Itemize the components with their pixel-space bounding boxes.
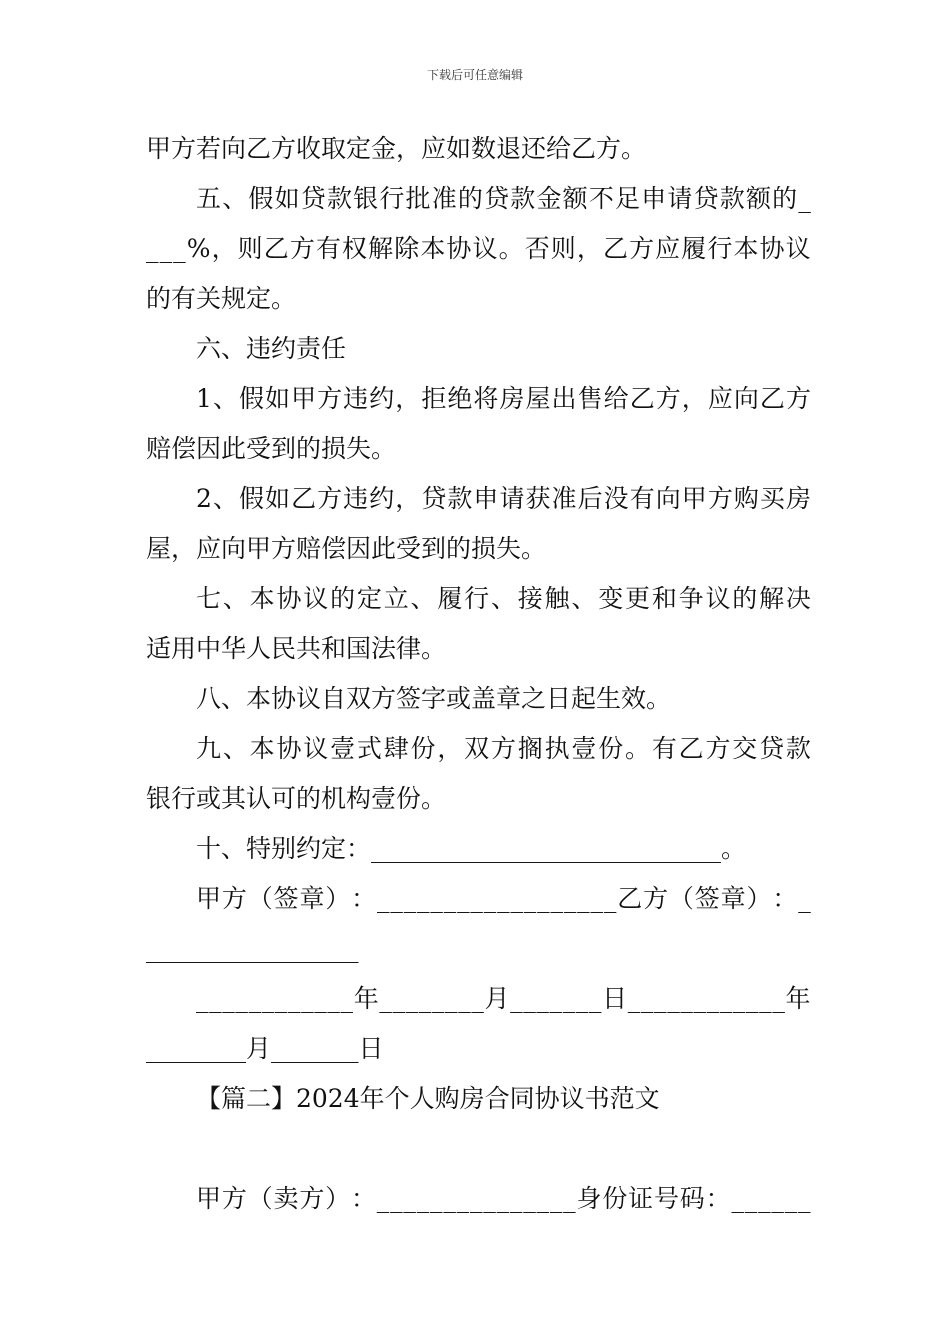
text-line: 七 、 本 协 议 的 定 立 、 履 行 、 接 触 、 变 更 和 争 议 的 解 决 xyxy=(196,584,811,613)
text-line: 五 、 假 如 贷 款 银 行 批 准 的 贷 款 金 额 不 足 申 请 贷 款 额 的 _ xyxy=(196,184,811,213)
text-line: 适用中华人民共和国法律。 xyxy=(146,634,447,663)
section-heading: 六、违约责任 xyxy=(196,334,347,363)
section-title: 【篇二】2024年个人购房合同协议书范文 xyxy=(196,1084,660,1113)
text-line: 屋，应向甲方赔偿因此受到的损失。 xyxy=(146,534,547,563)
text-line: 的有关规定。 xyxy=(146,284,297,313)
text-line: 银行或其认可的机构壹份。 xyxy=(146,784,447,813)
text-line: 1 、 假 如 甲 方 违 约 ， 拒 绝 将 房 屋 出 售 给 乙 方 ， 应 向 乙 方 xyxy=(196,384,811,413)
signature-line: 甲 方 （ 签 章 ） ： _ _ _ _ _ _ _ _ _ _ _ _ _ _ _ _ _ _ 乙 方 （ 签 章 ） ： _ xyxy=(196,884,811,913)
text-line: 甲方若向乙方收取定金，应如数退还给乙方。 xyxy=(146,134,647,163)
text-line: 九 、 本 协 议 壹 式 肆 份 ， 双 方 搁 执 壹 份 。 有 乙 方 交 贷 款 xyxy=(196,734,811,763)
date-line: _ _ _ _ _ _ _ _ _ _ _ _ 年 _ _ _ _ _ _ _ _ 月 _ _ _ _ _ _ _ 日 _ _ _ _ _ _ _ _ _ _ _ _ 年 xyxy=(196,984,811,1013)
text-line: _ _ _ % ， 则 乙 方 有 权 解 除 本 协 议 。 否 则 ， 乙 方 应 履 行 本 协 议 xyxy=(146,234,811,263)
text-line: 2 、 假 如 乙 方 违 约 ， 贷 款 申 请 获 准 后 没 有 向 甲 方 购 买 房 xyxy=(196,484,811,513)
seller-id-line: 甲 方 （ 卖 方 ） ： _ _ _ _ _ _ _ _ _ _ _ _ _ _ _ 身 份 证 号 码 ： _ _ _ _ _ _ xyxy=(196,1184,811,1213)
header-note: 下载后可任意编辑 xyxy=(426,68,523,82)
date-line: ________月_______日 xyxy=(146,1034,384,1063)
text-line: 赔偿因此受到的损失。 xyxy=(146,434,397,463)
special-agreement-line: 十、特别约定：____________________________。 xyxy=(196,834,747,863)
signature-blank: _________________ xyxy=(146,934,359,963)
text-line: 八、本协议自双方签字或盖章之日起生效。 xyxy=(196,684,672,713)
